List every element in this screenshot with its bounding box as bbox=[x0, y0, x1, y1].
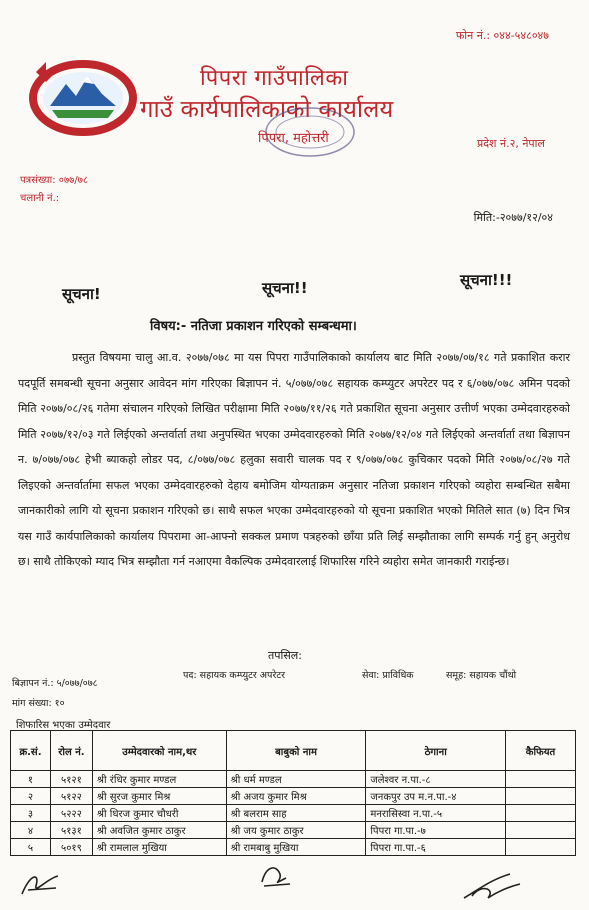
nepal-emblem-icon bbox=[28, 58, 138, 138]
dispatch-number: चलानी नं.: bbox=[20, 193, 60, 204]
advertisement-number: बिज्ञापन नं.: ५/०७७/०७८ bbox=[12, 678, 98, 689]
table-row bbox=[11, 788, 576, 805]
office-address: पिपरा, महोत्तरी bbox=[258, 131, 329, 146]
address-cell: जनकपुर उप म.न.पा.-४ bbox=[366, 788, 506, 805]
father-name-cell: श्री अजय कुमार मिश्र bbox=[226, 788, 366, 805]
table-caption: शिफारिस भएका उम्मेदवार bbox=[16, 720, 111, 731]
serial-cell: २ bbox=[11, 788, 51, 805]
serial-cell: ४ bbox=[11, 822, 51, 839]
remarks-cell bbox=[506, 839, 576, 856]
col-header-name: उम्मेदवारको नाम,थर bbox=[92, 731, 226, 771]
address-cell: मनरासिस्वा न.पा.-५ bbox=[366, 805, 506, 822]
candidate-name-cell: श्री अवजित कुमार ठाकुर bbox=[92, 822, 226, 839]
notice-body: प्रस्तुत विषयमा चालु आ.व. २०७७/०७८ मा यस पिपरा गाउँपालिकाको कार्यालय बाट मिति २०७७/०७/१८ गते प्रकाशित करार पदपूर्ति समबन्धी सूचना अनुसार आवेदन मांग गरिएका बिज्ञापन नं. ५/०७७/०७८ सहायक कम्प्युटर अपरेटर पद र ६/०७७/०७८ अमिन पदको मिति २०७७/०८/२६ गतेमा संचालन गरिएको लिखित परीक्षामा मिति २०७७/११/२६ गते प्रकाशित सूचना अनुसार उत्तीर्ण भएका उम्मेदवारहरुको मिति २०७७/१२/०३ गते लिईएको अन्तर्वार्ता तथा अनुपस्थित भएका उम्मेदवारहरुको मिति २०७७/१२/०४ गते लिईएको अन्तर्वार्ता तथा बिज्ञापन न. ७/०७७/०७८ हेभी ब्याकहो लोडर पद, ८/०७७/०७८ हलुका सवारी चालक पद र ९/०७७/०७८ कुचिकार पदको मिति २०७७/०८/२७ गते लिइएको अन्तर्वार्तामा सफल भएका उम्मेदवारहरुको देहाय बमोजिम योग्यताक्रम अनुसार नतिजा प्रकाशन गरिएको व्यहोरा सम्बन्धित सबैमा जानकारीको लागि यो सूचना प्रकाशन गरिएको छ। साथै सफल भएका उम्मेदवारहरुको यो सूचना प्रकाशित भएको मितिले सात (७) दिन भित्र यस गाउँ कार्यपालिकाको कार्यालय पिपरामा आ-आफ्नो सक्कल प्रमाण पत्रहरुको छाँया प्रति लिई सम्झौताका लागि सम्पर्क गर्नु हुन् अनुरोध छ। साथै तोकिएको म्याद भित्र सम्झौता गर्न नआएमा वैकल्पिक उम्मेदवारलाई शिफारिस गरिने व्यहोरा समेत जानकारी गराईन्छ। bbox=[18, 351, 570, 568]
roll-cell: ५१३१ bbox=[50, 822, 92, 839]
signature-icon bbox=[18, 868, 66, 900]
remarks-cell bbox=[506, 771, 576, 788]
father-name-cell: श्री जय कुमार ठाकुर bbox=[226, 822, 366, 839]
serial-cell: ५ bbox=[11, 839, 51, 856]
signature-icon bbox=[256, 858, 296, 892]
candidate-name-cell: श्री रामलाल मुखिया bbox=[92, 839, 226, 856]
phone-number: फोन नं.: ०४४-५४८०४७ bbox=[455, 29, 549, 42]
col-header-father: बाबुको नाम bbox=[226, 731, 366, 771]
notice-heading-1: सूचना! bbox=[62, 285, 101, 303]
table-row bbox=[11, 822, 576, 839]
candidates-table bbox=[10, 730, 576, 856]
reference-number: पत्रसंख्या: ०७७/७८ bbox=[20, 175, 89, 186]
father-name-cell: श्री बलराम साह bbox=[226, 805, 366, 822]
col-header-address: ठेगाना bbox=[366, 731, 506, 771]
roll-cell: ५१२१ bbox=[50, 771, 92, 788]
serial-cell: १ bbox=[11, 771, 51, 788]
notice-heading-3: सूचना!!! bbox=[460, 271, 513, 289]
candidate-name-cell: श्री सुरज कुमार मिश्र bbox=[92, 788, 226, 805]
table-row bbox=[11, 839, 576, 856]
group-name: समूह: सहायक चौंथो bbox=[446, 670, 517, 681]
municipality-name: पिपरा गाउँपालिका bbox=[200, 66, 349, 91]
details-heading: तपसिल: bbox=[268, 649, 302, 662]
father-name-cell: श्री रामबाबु मुखिया bbox=[226, 839, 366, 856]
roll-cell: ५०१९ bbox=[50, 839, 92, 856]
father-name-cell: श्री धर्म मण्डल bbox=[226, 771, 366, 788]
address-cell: पिपरा गा.पा.-६ bbox=[366, 839, 506, 856]
remarks-cell bbox=[506, 822, 576, 839]
post-name: पद: सहायक कम्प्युटर अपरेटर bbox=[183, 670, 286, 681]
table-row bbox=[11, 805, 576, 822]
serial-cell: ३ bbox=[11, 805, 51, 822]
col-header-remarks: कैफियत bbox=[506, 731, 576, 771]
remarks-cell bbox=[506, 788, 576, 805]
service-name: सेवा: प्राविधिक bbox=[362, 670, 414, 681]
office-name: गाउँ कार्यपालिकाको कार्यालय bbox=[140, 95, 394, 123]
roll-cell: ५२२२ bbox=[50, 805, 92, 822]
subject-line: विषय:- नतिजा प्रकाशन गरिएको सम्बन्धमा। bbox=[150, 319, 357, 334]
address-cell: जलेश्वर न.पा.-८ bbox=[366, 771, 506, 788]
table-row bbox=[11, 771, 576, 788]
notice-heading-2: सूचना!! bbox=[262, 279, 308, 297]
signature-icon bbox=[460, 870, 524, 904]
document-date: मिति:-२०७७/१२/०४ bbox=[473, 211, 553, 224]
candidate-name-cell: श्री धिरज कुमार चौधरी bbox=[92, 805, 226, 822]
address-cell: पिपरा गा.पा.-७ bbox=[366, 822, 506, 839]
col-header-roll: रोल नं. bbox=[50, 731, 92, 771]
col-header-serial: क्र.सं. bbox=[11, 731, 51, 771]
remarks-cell bbox=[506, 805, 576, 822]
province-label: प्रदेश नं.२, नेपाल bbox=[476, 137, 545, 150]
table-header-row bbox=[11, 731, 576, 771]
candidate-name-cell: श्री रंधिर कुमार मण्डल bbox=[92, 771, 226, 788]
roll-cell: ५१२२ bbox=[50, 788, 92, 805]
demand-count: मांग संख्या: १० bbox=[12, 698, 65, 709]
